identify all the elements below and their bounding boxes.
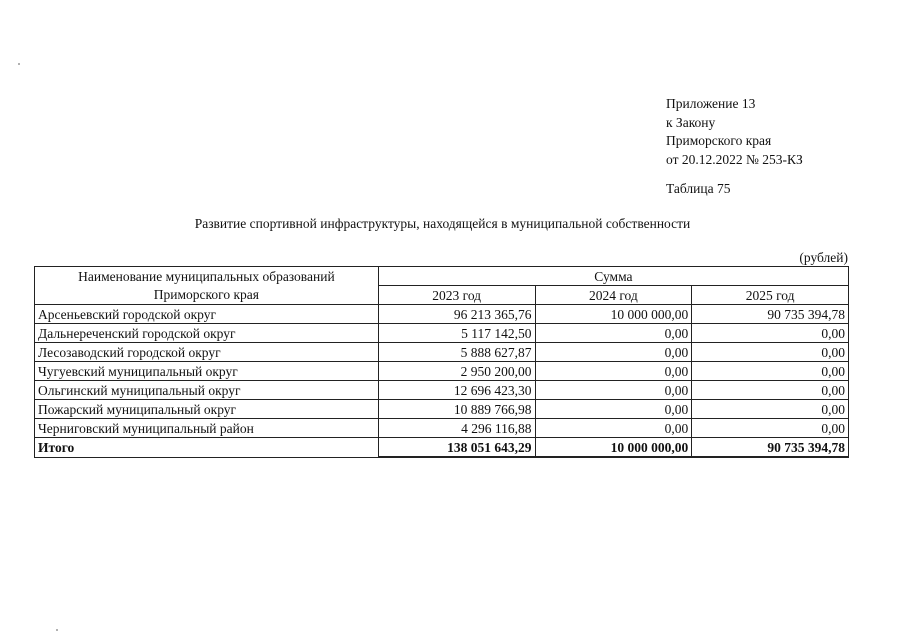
municipality-name: Дальнереченский городской округ (35, 324, 379, 343)
table-row (35, 305, 849, 324)
total-2024: 10 000 000,00 (535, 438, 692, 458)
year-header-2023: 2023 год (378, 286, 535, 305)
municipality-name: Черниговский муниципальный район (35, 419, 379, 438)
total-2025: 90 735 394,78 (692, 438, 849, 458)
municipality-name: Пожарский муниципальный округ (35, 400, 379, 419)
budget-table (34, 266, 849, 458)
appendix-line: от 20.12.2022 № 253-КЗ (666, 151, 803, 167)
amount-2025: 0,00 (692, 362, 849, 381)
appendix-line: Приложение 13 (666, 96, 756, 111)
table-row (35, 419, 849, 438)
total-2023: 138 051 643,29 (378, 438, 535, 458)
total-label: Итого (35, 438, 379, 458)
municipality-column-header (35, 267, 379, 305)
amount-2025: 0,00 (692, 343, 849, 362)
table-row (35, 381, 849, 400)
table-row (35, 324, 849, 343)
municipality-name: Ольгинский муниципальный округ (35, 381, 379, 400)
table-header-row (35, 267, 849, 286)
amount-2024: 0,00 (535, 362, 692, 381)
amount-2023: 2 950 200,00 (378, 362, 535, 381)
document-title: Развитие спортивной инфраструктуры, находящейся в муниципальной собственности (194, 216, 691, 231)
table-row (35, 362, 849, 381)
table-row (35, 400, 849, 419)
year-header-2024: 2024 год (535, 286, 692, 305)
amount-2025: 0,00 (692, 381, 849, 400)
amount-2023: 12 696 423,30 (378, 381, 535, 400)
amount-2024: 10 000 000,00 (535, 305, 692, 324)
amount-2024: 0,00 (535, 324, 692, 343)
scan-speck (18, 63, 20, 65)
total-row (35, 438, 849, 458)
header-line: Приморского края (153, 286, 259, 302)
amount-2023: 4 296 116,88 (378, 419, 535, 438)
header-line: Наименование муниципальных образований (78, 268, 335, 284)
sum-column-header: Сумма (378, 267, 848, 286)
year-header-2025: 2025 год (692, 286, 849, 305)
scan-speck (56, 629, 58, 631)
amount-2025: 0,00 (692, 419, 849, 438)
currency-unit: (рублей) (799, 250, 848, 265)
table-number: Таблица 75 (666, 181, 731, 196)
amount-2023: 5 888 627,87 (378, 343, 535, 362)
table-row (35, 343, 849, 362)
amount-2023: 96 213 365,76 (378, 305, 535, 324)
appendix-reference (666, 95, 803, 169)
appendix-line: Приморского края (666, 133, 772, 148)
amount-2024: 0,00 (535, 419, 692, 438)
municipality-name: Лесозаводский городской округ (35, 343, 379, 362)
appendix-line: к Закону (666, 114, 716, 130)
amount-2024: 0,00 (535, 343, 692, 362)
amount-2025: 0,00 (692, 324, 849, 343)
municipality-name: Чугуевский муниципальный округ (35, 362, 379, 381)
amount-2024: 0,00 (535, 400, 692, 419)
amount-2025: 0,00 (692, 400, 849, 419)
amount-2025: 90 735 394,78 (692, 305, 849, 324)
amount-2024: 0,00 (535, 381, 692, 400)
amount-2023: 10 889 766,98 (378, 400, 535, 419)
amount-2023: 5 117 142,50 (378, 324, 535, 343)
municipality-name: Арсеньевский городской округ (35, 305, 379, 324)
